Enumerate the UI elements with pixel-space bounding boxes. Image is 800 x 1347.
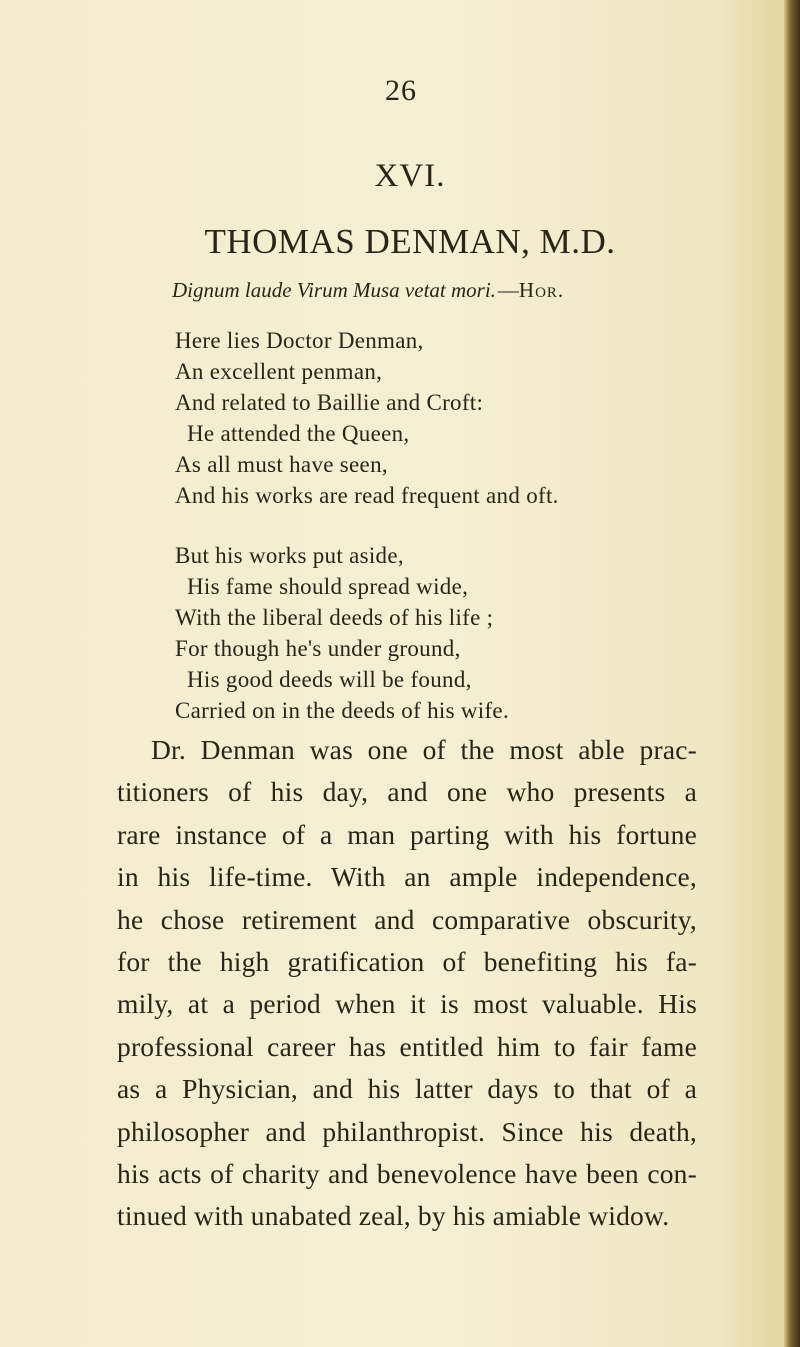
verse-line: For though he's under ground, <box>175 636 461 661</box>
verse-stanza-1 <box>175 325 675 511</box>
verse-line: An excellent penman, <box>175 359 383 384</box>
verse-line: But his works put aside, <box>175 543 404 568</box>
verse-line: Carried on in the deeds of his wife. <box>175 698 509 723</box>
epigraph-author: Hor. <box>518 278 565 302</box>
paragraph-line: philosopher and philanthropist. Since his death, <box>117 1115 697 1147</box>
paragraph-line: tinued with unabated zeal, by his amiable widow. <box>117 1200 670 1232</box>
body-paragraph <box>117 729 697 1238</box>
verse-line: His fame should spread wide, <box>187 574 469 599</box>
verse-line: As all must have seen, <box>175 452 388 477</box>
page-edge <box>784 0 800 1347</box>
chapter-number: XVI. <box>374 158 446 194</box>
paragraph-line: his acts of charity and benevolence have been con- <box>117 1158 697 1190</box>
verse-line: And his works are read frequent and oft. <box>175 483 559 508</box>
paragraph-line: as a Physician, and his latter days to that of a <box>117 1073 697 1105</box>
paragraph-line: professional career has entitled him to fair fame <box>117 1030 697 1062</box>
epigraph-quote: Dignum laude Virum Musa vetat mori. <box>172 278 496 302</box>
verse-line: His good deeds will be found, <box>187 667 472 692</box>
paragraph-line: Dr. Denman was one of the most able prac- <box>151 734 697 765</box>
page-number: 26 <box>385 74 417 107</box>
verse-line: And related to Baillie and Croft: <box>175 390 484 415</box>
epigraph <box>172 278 652 303</box>
verse-line: He attended the Queen, <box>187 421 410 446</box>
paragraph-line: rare instance of a man parting with his fortune <box>117 818 697 850</box>
verse-line: Here lies Doctor Denman, <box>175 328 424 353</box>
paragraph-line: for the high gratification of benefiting his fa- <box>117 946 697 978</box>
page-title: THOMAS DENMAN, M.D. <box>204 222 616 261</box>
verse-line: With the liberal deeds of his life ; <box>175 605 494 630</box>
paragraph-line: he chose retirement and comparative obscurity, <box>117 903 697 935</box>
paragraph-line: mily, at a period when it is most valuable. His <box>117 988 697 1020</box>
paragraph-line: titioners of his day, and one who presents a <box>117 776 697 808</box>
paragraph-line: in his life-time. With an ample independence, <box>117 861 697 893</box>
verse-stanza-2 <box>175 540 675 726</box>
epigraph-dash: — <box>497 278 519 302</box>
